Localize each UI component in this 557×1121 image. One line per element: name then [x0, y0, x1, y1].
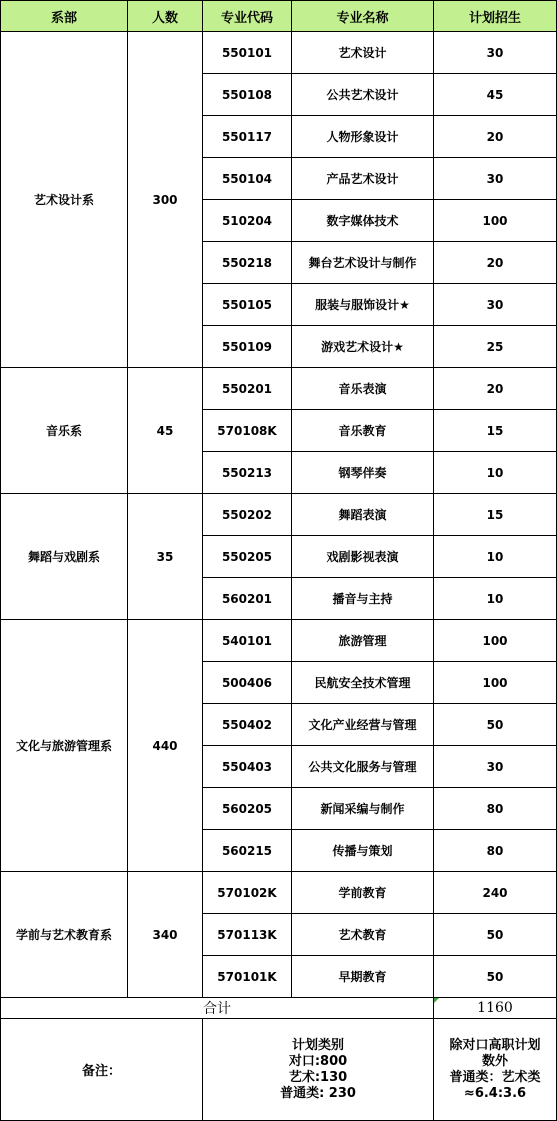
major-code: 550108 — [203, 74, 292, 116]
major-plan: 20 — [434, 242, 557, 284]
major-plan: 50 — [434, 956, 557, 998]
major-code: 550201 — [203, 368, 292, 410]
major-plan: 10 — [434, 452, 557, 494]
dept-name: 文化与旅游管理系 — [1, 620, 128, 872]
major-code: 570108K — [203, 410, 292, 452]
major-plan: 15 — [434, 494, 557, 536]
major-name: 游戏艺术设计★ — [292, 326, 434, 368]
major-name: 钢琴伴奏 — [292, 452, 434, 494]
header-dept: 系部 — [1, 1, 128, 32]
header-name: 专业名称 — [292, 1, 434, 32]
major-code: 500406 — [203, 662, 292, 704]
notes-label: 备注： — [1, 1019, 203, 1121]
major-name: 舞蹈表演 — [292, 494, 434, 536]
dept-name: 舞蹈与戏剧系 — [1, 494, 128, 620]
plan-types-line: 普通类: 230 — [280, 1085, 356, 1101]
header-plan: 计划招生 — [434, 1, 557, 32]
major-code: 550202 — [203, 494, 292, 536]
major-code: 560215 — [203, 830, 292, 872]
ratio-line: ≈6.4:3.6 — [463, 1085, 527, 1101]
major-code: 550213 — [203, 452, 292, 494]
dept-name: 艺术设计系 — [1, 32, 128, 368]
dept-count: 45 — [128, 368, 203, 494]
major-code: 550101 — [203, 32, 292, 74]
plan-types-line: 对口:800 — [288, 1053, 348, 1069]
major-name: 文化产业经营与管理 — [292, 704, 434, 746]
plan-types-line: 计划类别 — [291, 1037, 344, 1053]
major-code: 550402 — [203, 704, 292, 746]
ratio-line: 普通类：艺术类 — [449, 1069, 541, 1085]
dept-count: 35 — [128, 494, 203, 620]
major-name: 音乐教育 — [292, 410, 434, 452]
ratio-line: 数外 — [481, 1053, 508, 1069]
plan-body — [1, 32, 557, 998]
notes-ratio — [434, 1019, 557, 1121]
major-plan: 45 — [434, 74, 557, 116]
major-code: 570102K — [203, 872, 292, 914]
major-code: 550403 — [203, 746, 292, 788]
dept-count: 340 — [128, 872, 203, 998]
major-plan: 15 — [434, 410, 557, 452]
major-name: 艺术设计 — [292, 32, 434, 74]
major-name: 播音与主持 — [292, 578, 434, 620]
notes-plan-types — [203, 1019, 434, 1121]
major-name: 公共艺术设计 — [292, 74, 434, 116]
major-code: 540101 — [203, 620, 292, 662]
dept-count: 300 — [128, 32, 203, 368]
major-name: 公共文化服务与管理 — [292, 746, 434, 788]
table-row — [1, 872, 557, 914]
major-code: 550109 — [203, 326, 292, 368]
total-row — [1, 998, 557, 1019]
major-name: 音乐表演 — [292, 368, 434, 410]
major-name: 服装与服饰设计★ — [292, 284, 434, 326]
major-name: 数字媒体技术 — [292, 200, 434, 242]
major-code: 550104 — [203, 158, 292, 200]
major-code: 550205 — [203, 536, 292, 578]
major-plan: 20 — [434, 116, 557, 158]
major-plan: 100 — [434, 662, 557, 704]
major-code: 560201 — [203, 578, 292, 620]
major-code: 550117 — [203, 116, 292, 158]
table-row — [1, 32, 557, 74]
major-code: 510204 — [203, 200, 292, 242]
major-plan: 30 — [434, 746, 557, 788]
major-plan: 30 — [434, 158, 557, 200]
major-name: 民航安全技术管理 — [292, 662, 434, 704]
major-plan: 20 — [434, 368, 557, 410]
major-name: 旅游管理 — [292, 620, 434, 662]
major-plan: 10 — [434, 536, 557, 578]
dept-count: 440 — [128, 620, 203, 872]
major-code: 570113K — [203, 914, 292, 956]
major-plan: 10 — [434, 578, 557, 620]
corner-marker — [434, 998, 439, 1003]
major-code: 570101K — [203, 956, 292, 998]
major-plan: 50 — [434, 914, 557, 956]
notes-row — [1, 1019, 557, 1121]
dept-name: 学前与艺术教育系 — [1, 872, 128, 998]
header-code: 专业代码 — [203, 1, 292, 32]
major-name: 人物形象设计 — [292, 116, 434, 158]
total-value-cell — [434, 998, 557, 1019]
major-plan: 80 — [434, 788, 557, 830]
major-plan: 100 — [434, 620, 557, 662]
major-name: 舞台艺术设计与制作 — [292, 242, 434, 284]
major-name: 传播与策划 — [292, 830, 434, 872]
major-name: 学前教育 — [292, 872, 434, 914]
major-plan: 50 — [434, 704, 557, 746]
table-row — [1, 368, 557, 410]
major-plan: 25 — [434, 326, 557, 368]
major-code: 550218 — [203, 242, 292, 284]
major-plan: 80 — [434, 830, 557, 872]
ratio-line: 除对口高职计划 — [449, 1037, 541, 1053]
total-value: 1160 — [477, 1000, 513, 1016]
dept-name: 音乐系 — [1, 368, 128, 494]
major-plan: 30 — [434, 284, 557, 326]
major-code: 560205 — [203, 788, 292, 830]
total-label: 合计 — [1, 998, 434, 1019]
plan-types-line: 艺术:130 — [288, 1069, 348, 1085]
major-name: 早期教育 — [292, 956, 434, 998]
major-name: 戏剧影视表演 — [292, 536, 434, 578]
table-row — [1, 494, 557, 536]
major-code: 550105 — [203, 284, 292, 326]
major-plan: 30 — [434, 32, 557, 74]
major-plan: 100 — [434, 200, 557, 242]
header-row — [1, 1, 557, 32]
major-name: 艺术教育 — [292, 914, 434, 956]
major-name: 产品艺术设计 — [292, 158, 434, 200]
header-count: 人数 — [128, 1, 203, 32]
major-plan: 240 — [434, 872, 557, 914]
major-name: 新闻采编与制作 — [292, 788, 434, 830]
table-row — [1, 620, 557, 662]
